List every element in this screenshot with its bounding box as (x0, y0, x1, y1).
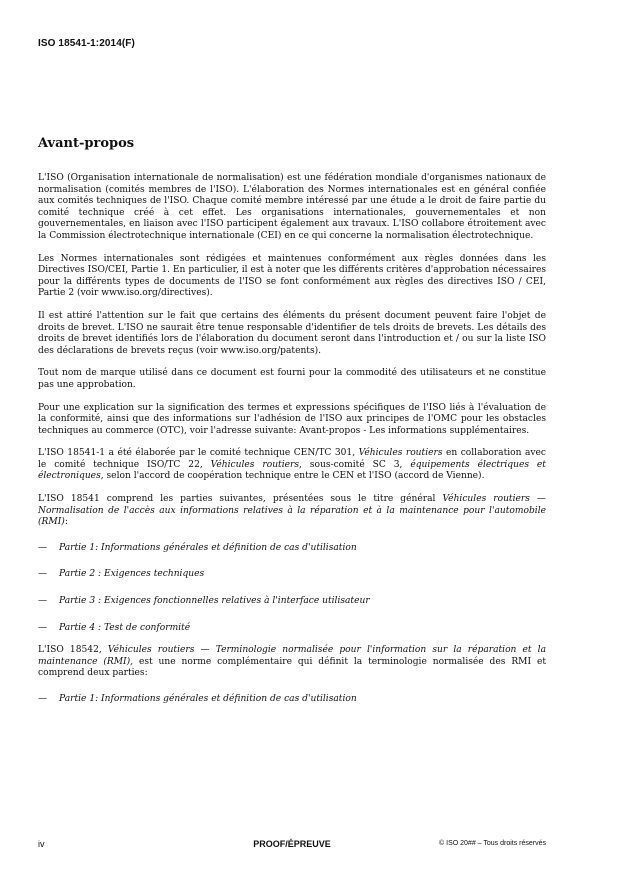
paragraph-committee: L'ISO 18541-1 a été élaborée par le comité technique CEN/TC 301, Véhicules routiers en collaboration avec le comité technique ISO/TC 22, Véhicules routiers, sous-comité SC 3, équipements électriques et électroniques, selon l'accord de coopération technique entre le CEN et l'ISO (accord de Vienne). (38, 448, 546, 482)
document-id: ISO 18541-1:2014(F) (38, 38, 135, 49)
proof-label: PROOF/ÉPREUVE (253, 839, 331, 849)
section-title: Avant-propos (38, 136, 135, 151)
paragraph-conformity: Pour une explication sur la signification des termes et expressions spécifiques de l'ISO liés à l'évaluation de la conformité, ainsi que des informations sur l'adhésion de l'ISO aux principes de l'OMC pour les obstacles techniques au commerce (OTC), voir l'adresse suivante: Avant-propos - Les informations supplémentaires. (38, 402, 546, 436)
paragraph-parts-intro: L'ISO 18541 comprend les parties suivantes, présentées sous le titre général Véhicules routiers — Normalisation de l'accès aux informations relatives à la réparation et à la maintenance pour l'automobile (RMI): (38, 494, 546, 528)
page-footer (38, 839, 546, 853)
list-item: — Partie 3 : Exigences fonctionnelles relatives à l'interface utilisateur (38, 596, 370, 607)
list-item: — Partie 1: Informations générales et définition de cas d'utilisation (38, 542, 357, 553)
page-number: iv (38, 839, 45, 849)
paragraph-directives: Les Normes internationales sont rédigées et maintenues conformément aux règles données dans les Directives ISO/CEI, Partie 1. En particulier, il est à noter que les différents critères d'approbation nécessaires pour la différents types de documents de l'ISO se font conformément aux règles des directives ISO / CEI, Partie 2 (voir www.iso.org/directives). (38, 253, 546, 299)
copyright-notice: © ISO 20## – Tous droits réservés (439, 840, 546, 847)
list-item: — Partie 1: Informations générales et définition de cas d'utilisation (38, 694, 357, 704)
paragraph-iso-18542: L'ISO 18542, Véhicules routiers — Terminologie normalisée pour l'information sur la réparation et la maintenance (RMI), est une norme complémentaire qui définit la terminologie normalisée des RMI et comprend deux parties: (38, 645, 546, 679)
paragraph-patents: Il est attiré l'attention sur le fait que certains des éléments du présent document peuvent faire l'objet de droits de brevet. L'ISO ne saurait être tenue responsable d'identifier de tels droits de brevets. Les détails des droits de brevet identifiés lors de l'élaboration du document seront dans l'introduction et / ou sur la liste ISO des déclarations de brevets reçus (voir www.iso.org/patents). (38, 310, 546, 356)
paragraph-trademarks: Tout nom de marque utilisé dans ce document est fourni pour la commodité des utilisateurs et ne constitue pas une approbation. (38, 368, 546, 390)
list-item: — Partie 2 : Exigences techniques (38, 569, 205, 580)
document-body (38, 136, 546, 721)
list-item: — Partie 4 : Test de conformité (38, 622, 191, 633)
paragraph-iso-organisation: L'ISO (Organisation internationale de normalisation) est une fédération mondiale d'organismes nationaux de normalisation (comités membres de l'ISO). L'élaboration des Normes internationales est en général confiée aux comités techniques de l'ISO. Chaque comité membre intéressé par une étude a le droit de faire partie du comité technique créé à cet effet. Les organisations internationales, gouvernementales et non gouvernementales, en liaison avec l'ISO participent également aux travaux. L'ISO collabore étroitement avec la Commission électrotechnique internationale (CEI) en ce qui concerne la normalisation électrotechnique. (38, 173, 546, 241)
